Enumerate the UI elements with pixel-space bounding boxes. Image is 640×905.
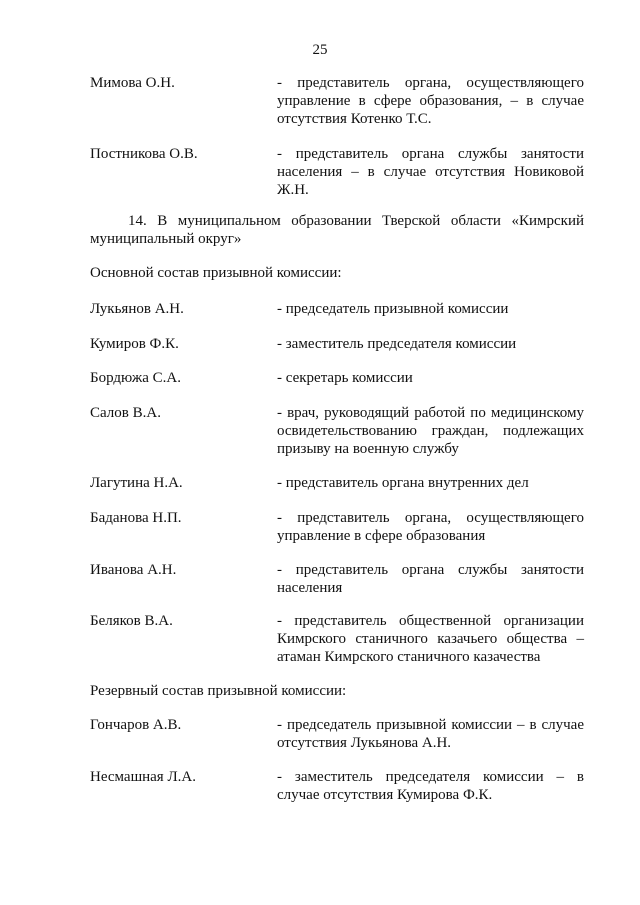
member-role: - председатель призывной комиссии [277,301,509,317]
member-name: Беляков В.А. [90,613,173,629]
member-role: - председатель призывной комиссии – в случае отсутствия Лукьянова А.Н. [277,717,584,752]
section-paragraph: 14. В муниципальном образовании Тверской области «Кимрский муниципальный округ» [90,213,584,248]
member-name: Постникова О.В. [90,146,198,162]
member-name: Кумиров Ф.К. [90,336,179,352]
member-name: Иванова А.Н. [90,562,177,578]
member-role: - представитель органа, осуществляющего управление в сфере образования [277,510,584,545]
member-role: - представитель органа службы занятости населения [277,562,584,597]
member-role: - заместитель председателя комиссии – в случае отсутствия Кумирова Ф.К. [277,769,584,804]
member-role: - представитель общественной организации Кимрского станичного казачьего общества – атаман Кимрского станичного казачества [277,613,584,666]
member-role: - представитель органа внутренних дел [277,475,529,491]
member-role: - представитель органа службы занятости населения – в случае отсутствия Новиковой Ж.Н. [277,146,584,199]
member-role: - заместитель председателя комиссии [277,336,517,352]
member-name: Баданова Н.П. [90,510,182,526]
member-name: Гончаров А.В. [90,717,182,733]
member-name: Мимова О.Н. [90,75,175,91]
member-name: Салов В.А. [90,405,161,421]
reserve-composition-heading: Резервный состав призывной комиссии: [90,683,347,699]
member-role: - врач, руководящий работой по медицинскому освидетельствованию граждан, подлежащих призыву на военную службу [277,405,584,458]
member-role: - представитель органа, осуществляющего управление в сфере образования, – в случае отсутствия Котенко Т.С. [277,75,584,128]
member-name: Лагутина Н.А. [90,475,183,491]
member-name: Лукьянов А.Н. [90,301,184,317]
member-role: - секретарь комиссии [277,370,413,386]
member-name: Несмашная Л.А. [90,769,196,785]
member-name: Бордюжа С.А. [90,370,181,386]
main-composition-heading: Основной состав призывной комиссии: [90,265,342,281]
page-number: 25 [312,42,328,58]
